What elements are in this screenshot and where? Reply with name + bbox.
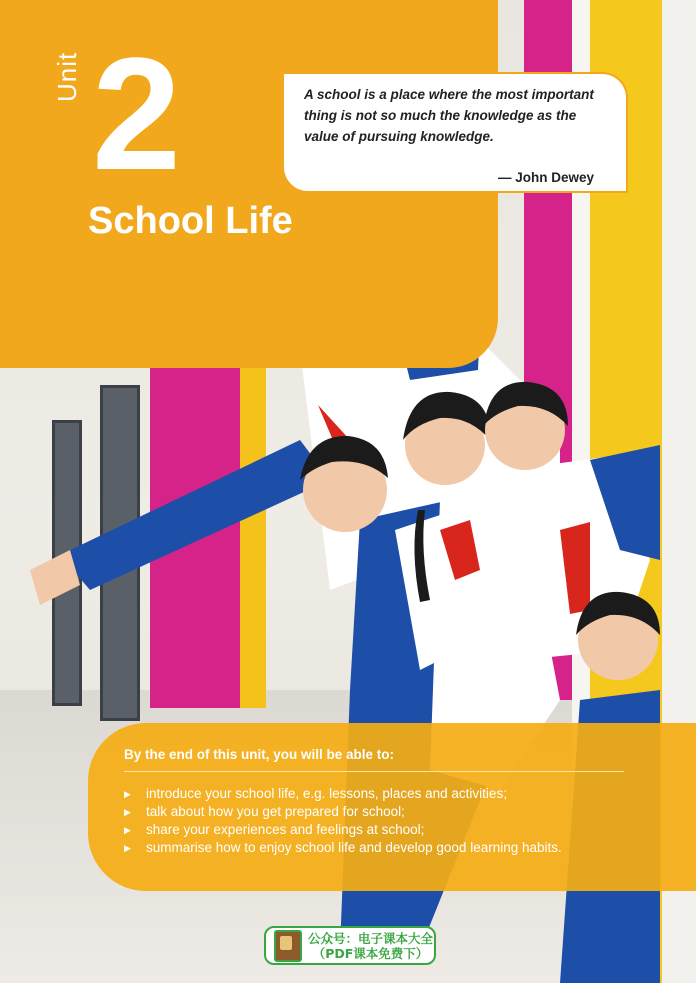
unit-title: School Life bbox=[88, 200, 293, 242]
triangle-bullet-icon: ▶ bbox=[124, 825, 131, 835]
objective-text: talk about how you get prepared for school; bbox=[146, 804, 405, 819]
unit-label: Unit bbox=[52, 51, 82, 102]
objective-text: introduce your school life, e.g. lessons, places and activities; bbox=[146, 786, 507, 801]
objective-text: summarise how to enjoy school life and develop good learning habits. bbox=[146, 840, 562, 855]
list-item bbox=[124, 821, 696, 839]
quote-box bbox=[282, 72, 628, 193]
list-item bbox=[124, 785, 696, 803]
watermark-badge bbox=[264, 926, 436, 965]
book-logo-icon bbox=[274, 930, 302, 962]
badge-line-2: （PDF课本免费下） bbox=[312, 945, 429, 961]
quote-author: — John Dewey bbox=[497, 170, 594, 185]
objective-text: share your experiences and feelings at school; bbox=[146, 822, 425, 837]
list-item bbox=[124, 839, 696, 857]
unit-number: 2 bbox=[92, 24, 181, 203]
triangle-bullet-icon: ▶ bbox=[124, 789, 131, 799]
objectives-heading: By the end of this unit, you will be able to: bbox=[124, 747, 395, 762]
triangle-bullet-icon: ▶ bbox=[124, 843, 131, 853]
learning-objectives-panel bbox=[88, 723, 696, 891]
badge-line-1: 公众号：电子课本大全 bbox=[308, 930, 434, 946]
objectives-list bbox=[124, 785, 696, 857]
divider bbox=[124, 771, 624, 772]
triangle-bullet-icon: ▶ bbox=[124, 807, 131, 817]
quote-text: A school is a place where the most important thing is not so much the knowledge as the value of pursuing knowledge. bbox=[304, 87, 594, 144]
list-item bbox=[124, 803, 696, 821]
